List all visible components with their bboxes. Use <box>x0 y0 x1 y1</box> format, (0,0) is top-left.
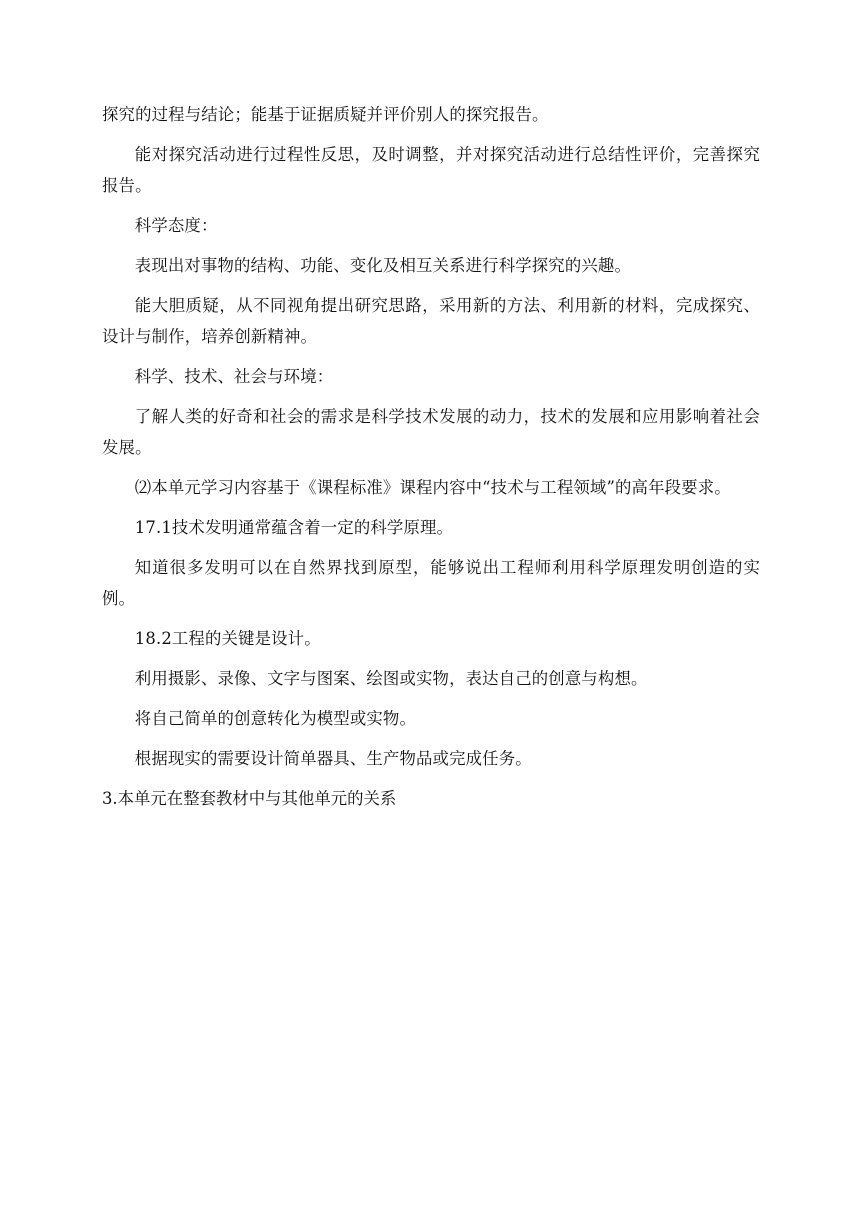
document-body <box>102 99 760 814</box>
paragraph-reflection: 能对探究活动进行过程性反思，及时调整，并对探究活动进行总结性评价，完善探究报告。 <box>102 145 760 195</box>
paragraph-innovation: 能大胆质疑，从不同视角提出研究思路，采用新的方法、利用新的材料，完成探究、设计与制作，培养创新精神。 <box>102 296 760 346</box>
paragraph-model: 将自己简单的创意转化为模型或实物。 <box>134 709 416 728</box>
paragraph-curriculum-standard: ⑵本单元学习内容基于《课程标准》课程内容中“技术与工程领域”的高年段要求。 <box>134 478 731 497</box>
paragraph-interest: 表现出对事物的结构、功能、变化及相互关系进行科学探究的兴趣。 <box>134 256 632 275</box>
paragraph-standard-18-2: 18.2工程的关键是设计。 <box>134 629 321 648</box>
paragraph-sts-title: 科学、技术、社会与环境： <box>134 367 334 386</box>
paragraph-scientific-attitude-title: 科学态度： <box>134 216 218 235</box>
paragraph-inventions-nature: 知道很多发明可以在自然界找到原型，能够说出工程师利用科学原理发明创造的实例。 <box>102 558 760 608</box>
paragraph-inquiry-conclusion: 探究的过程与结论；能基于证据质疑并评价别人的探究报告。 <box>102 105 549 124</box>
paragraph-standard-17-1: 17.1技术发明通常蕴含着一定的科学原理。 <box>134 518 454 537</box>
section-heading: 3.本单元在整套教材中与其他单元的关系 <box>102 789 397 808</box>
paragraph-express-ideas: 利用摄影、录像、文字与图案、绘图或实物，表达自己的创意与构想。 <box>134 669 648 688</box>
paragraph-design-tools: 根据现实的需要设计简单器具、生产物品或完成任务。 <box>134 749 532 768</box>
paragraph-curiosity-society: 了解人类的好奇和社会的需求是科学技术发展的动力，技术的发展和应用影响着社会发展。 <box>102 407 760 457</box>
